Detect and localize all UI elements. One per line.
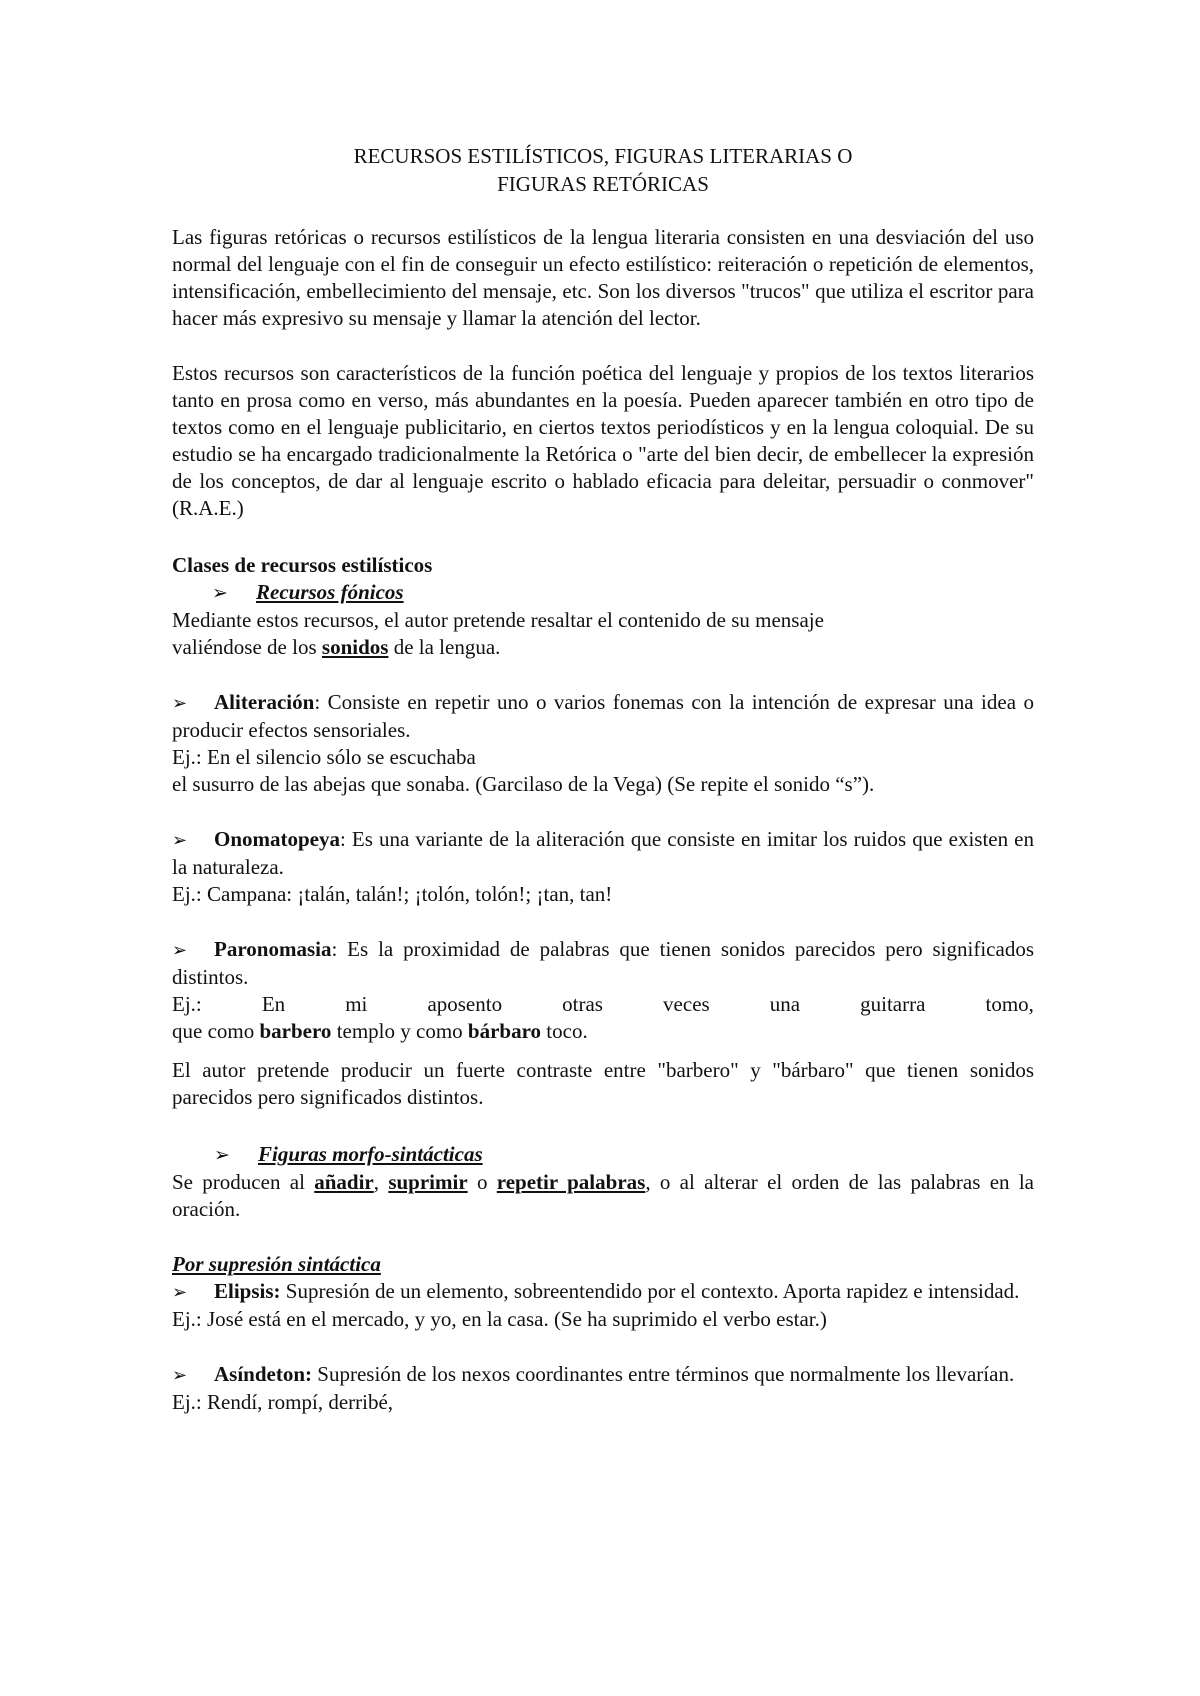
fonicos-text-end: de la lengua. <box>388 635 501 659</box>
supresion-heading: Por supresión sintáctica <box>172 1252 381 1276</box>
asindeton-example: Ej.: Rendí, rompí, derribé, <box>172 1390 394 1414</box>
aliteracion-example-2: el susurro de las abejas que sonaba. (Garcilaso de la Vega) (Se repite el sonido “s”). <box>172 772 875 796</box>
elipsis-term: Elipsis: <box>214 1279 281 1303</box>
onomatopeya-item <box>172 826 1034 908</box>
onomatopeya-definition <box>172 826 1034 881</box>
aliteracion-item <box>172 689 1034 798</box>
paronomasia-item <box>172 936 1034 1111</box>
intro-paragraph-1: Las figuras retóricas o recursos estilísticos de la lengua literaria consisten en una desviación del uso normal del lenguaje con el fin de conseguir un efecto estilístico: reiteración o repetición de elementos, intensificación, embellecimiento del mensaje, etc. Son los diversos "trucos" que utiliza el escritor para hacer más expresivo su mensaje y llamar la atención del lector. <box>172 225 1034 330</box>
example-word: veces <box>663 992 710 1016</box>
arrow-bullet-icon: ➢ <box>172 1365 188 1386</box>
elipsis-item <box>172 1278 1034 1333</box>
arrow-bullet-icon: ➢ <box>214 1144 230 1166</box>
aliteracion-term: Aliteración <box>214 690 315 714</box>
fonicos-text: valiéndose de los <box>172 635 322 659</box>
paronomasia-def: : Es la proximidad de palabras que tienen sonidos parecidos pero significados distintos. <box>172 937 1034 989</box>
fonicos-line-2 <box>172 634 1034 661</box>
onomatopeya-def: : Es una variante de la aliteración que consiste en imitar los ruidos que existen en la naturaleza. <box>172 827 1034 879</box>
example-word: una <box>769 992 801 1016</box>
morfo-heading <box>172 1141 1034 1169</box>
paronomasia-term: Paronomasia <box>214 937 332 961</box>
morfo-text: , <box>373 1170 389 1194</box>
verse-text: templo y como <box>331 1019 468 1043</box>
paronomasia-example-2 <box>172 1018 1034 1045</box>
morfo-heading-text: Figuras morfo-sintácticas <box>258 1142 483 1166</box>
arrow-bullet-icon: ➢ <box>172 1282 188 1303</box>
arrow-bullet-icon: ➢ <box>212 582 228 604</box>
morfo-description <box>172 1169 1034 1223</box>
document-body <box>172 142 1034 1416</box>
example-word: aposento <box>427 992 503 1016</box>
anadir-emphasis: añadir <box>314 1170 374 1194</box>
barbaro-emphasis: bárbaro <box>467 1019 542 1043</box>
onomatopeya-example: Ej.: Campana: ¡talán, talán!; ¡tolón, tolón!; ¡tan, tan! <box>172 882 613 906</box>
example-word: otras <box>562 992 603 1016</box>
verse-text: que como <box>172 1019 260 1043</box>
paronomasia-definition <box>172 936 1034 991</box>
paronomasia-example-1 <box>172 991 1034 1018</box>
suprimir-emphasis: suprimir <box>388 1170 468 1194</box>
example-word: Ej.: <box>172 992 202 1016</box>
sonidos-emphasis: sonidos <box>321 635 389 659</box>
elipsis-definition <box>172 1278 1034 1306</box>
clases-heading: Clases de recursos estilísticos <box>172 553 433 577</box>
aliteracion-example-1: Ej.: En el silencio sólo se escuchaba <box>172 745 476 769</box>
repetir-emphasis: repetir palabras <box>496 1170 646 1194</box>
fonicos-heading <box>172 579 1034 607</box>
asindeton-term: Asíndeton: <box>214 1362 313 1386</box>
onomatopeya-term: Onomatopeya <box>214 827 340 851</box>
asindeton-item <box>172 1361 1034 1416</box>
verse-text: toco. <box>541 1019 588 1043</box>
arrow-bullet-icon: ➢ <box>172 940 188 961</box>
arrow-bullet-icon: ➢ <box>172 830 188 851</box>
barbero-emphasis: barbero <box>259 1019 332 1043</box>
title-line-2: FIGURAS RETÓRICAS <box>497 172 709 196</box>
aliteracion-def: : Consiste en repetir uno o varios fonemas con la intención de expresar una idea o producir efectos sensoriales. <box>172 690 1034 742</box>
asindeton-def: Supresión de los nexos coordinantes entre términos que normalmente los llevarían. <box>312 1362 1015 1386</box>
fonicos-line-1: Mediante estos recursos, el autor pretende resaltar el contenido de su mensaje <box>172 608 824 632</box>
document-title <box>172 142 1034 198</box>
example-word: mi <box>345 992 368 1016</box>
elipsis-def: Supresión de un elemento, sobreentendido por el contexto. Aporta rapidez e intensidad. <box>280 1279 1020 1303</box>
example-word: guitarra <box>860 992 926 1016</box>
title-line-1: RECURSOS ESTILÍSTICOS, FIGURAS LITERARIAS O <box>353 144 853 168</box>
asindeton-definition <box>172 1361 1034 1389</box>
morfo-text: Se producen al <box>172 1170 315 1194</box>
intro-paragraph-2: Estos recursos son característicos de la función poética del lenguaje y propios de los textos literarios tanto en prosa como en verso, más abundantes en la poesía. Pueden aparecer también en otro tipo de textos como en el lenguaje publicitario, en ciertos textos periodísticos y en la lengua coloquial. De su estudio se ha encargado tradicionalmente la Retórica o "arte del bien decir, de embellecer la expresión de los conceptos, de dar al lenguaje escrito o hablado eficacia para deleitar, persuadir o conmover" (R.A.E.) <box>172 361 1034 520</box>
fonicos-heading-text: Recursos fónicos <box>256 580 404 604</box>
arrow-bullet-icon: ➢ <box>172 693 188 714</box>
morfo-text: o <box>467 1170 497 1194</box>
elipsis-example: Ej.: José está en el mercado, y yo, en la casa. (Se ha suprimido el verbo estar.) <box>172 1307 827 1331</box>
aliteracion-definition <box>172 689 1034 744</box>
morfo-section <box>172 1141 1034 1223</box>
example-word: tomo, <box>985 992 1034 1016</box>
paronomasia-note: El autor pretende producir un fuerte contraste entre "barbero" y "bárbaro" que tienen sonidos parecidos pero significados distintos. <box>172 1058 1034 1109</box>
example-word: En <box>261 992 286 1016</box>
morfo-text: , o al alterar el orden de las palabras en la oración. <box>172 1170 1034 1221</box>
